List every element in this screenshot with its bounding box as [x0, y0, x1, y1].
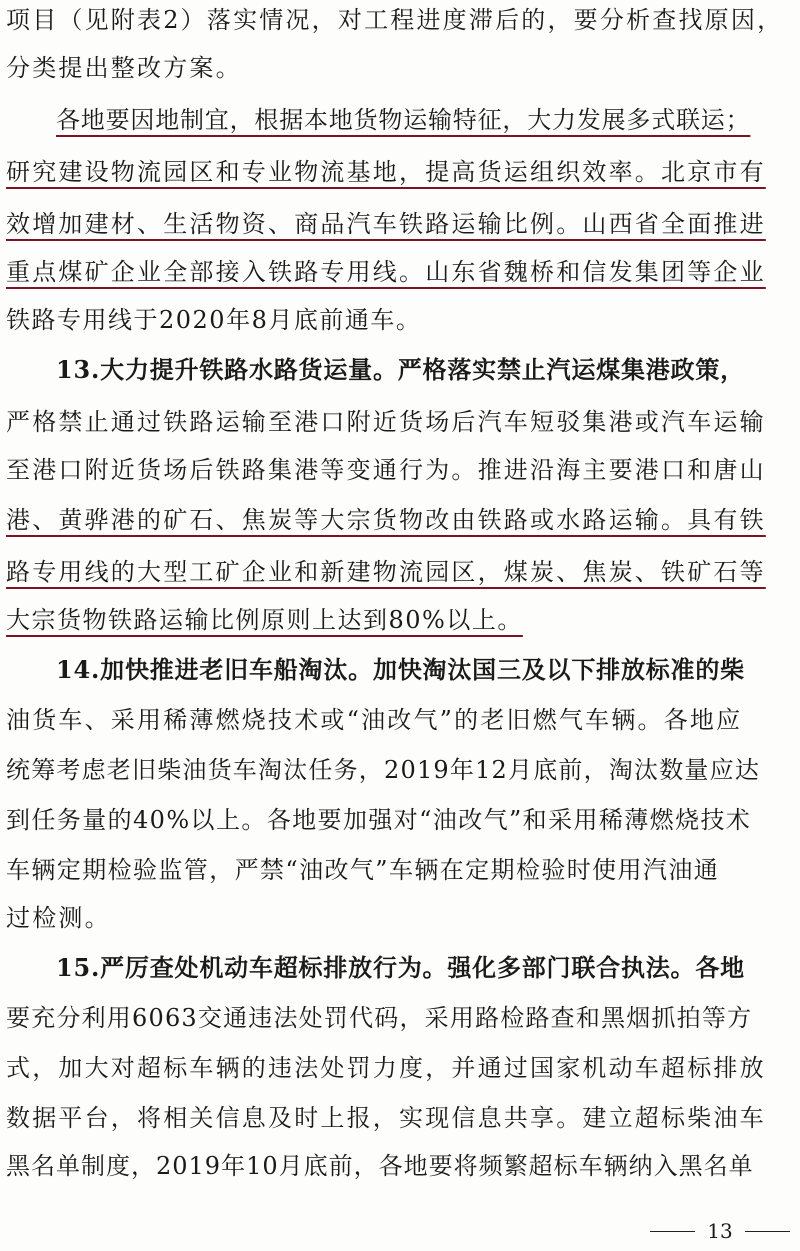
text-line: 车辆定期检验监管，严禁“油改气”车辆在定期检验时使用汽油通	[6, 856, 720, 884]
text-line: 港、黄骅港的矿石、焦炭等大宗货物改由铁路或水路运输。具有铁	[6, 506, 766, 534]
text-line: 式，加大对超标车辆的违法处罚力度，并通过国家机动车超标排放	[6, 1054, 766, 1082]
section-heading-13: 13.大力提升铁路水路货运量。严格落实禁止汽运煤集港政策，	[56, 355, 745, 384]
text-line: 大宗货物铁路运输比例原则上达到80%以上。	[6, 606, 523, 634]
section-heading-14: 14.加快推进老旧车船淘汰。加快淘汰国三及以下排放标准的柴	[56, 655, 745, 684]
text-line: 过检测。	[6, 904, 111, 932]
text-line: 到任务量的40%以上。各地要加强对“油改气”和采用稀薄燃烧技术	[6, 806, 752, 834]
text-line: 研究建设物流园区和专业物流基地，提高货运组织效率。北京市有	[6, 158, 766, 186]
text-line: 统筹考虑老旧柴油货车淘汰任务，2019年12月底前，淘汰数量应达	[6, 756, 761, 784]
page-number: 13	[707, 1219, 733, 1243]
footer-dash-left	[650, 1231, 695, 1232]
section-heading-15: 15.严厉查处机动车超标排放行为。强化多部门联合执法。各地	[56, 953, 745, 982]
text-line: 效增加建材、生活物资、商品汽车铁路运输比例。山西省全面推进	[6, 210, 766, 238]
text-line: 路专用线的大型工矿企业和新建物流园区，煤炭、焦炭、铁矿石等	[6, 558, 766, 586]
text-line: 铁路专用线于2020年8月底前通车。	[6, 306, 422, 334]
page-footer	[650, 1218, 790, 1244]
text-line: 至港口附近货场后铁路集港等变通行为。推进沿海主要港口和唐山	[6, 456, 766, 484]
text-line: 严格禁止通过铁路运输至港口附近货场后汽车短驳集港或汽车运输	[6, 408, 766, 436]
text-line: 数据平台，将相关信息及时上报，实现信息共享。建立超标柴油车	[6, 1104, 766, 1132]
text-line: 重点煤矿企业全部接入铁路专用线。山东省魏桥和信发集团等企业	[6, 258, 766, 286]
text-line: 项目（见附表2）落实情况，对工程进度滞后的，要分析查找原因，	[6, 6, 784, 34]
footer-dash-right	[745, 1231, 790, 1232]
text-line: 分类提出整改方案。	[6, 54, 242, 82]
text-line: 要充分利用6063交通违法处罚代码，采用路检路查和黑烟抓拍等方	[6, 1004, 753, 1032]
text-line: 黑名单制度，2019年10月底前，各地要将频繁超标车辆纳入黑名单	[6, 1152, 754, 1180]
text-line: 油货车、采用稀薄燃烧技术或“油改气”的老旧燃气车辆。各地应	[6, 706, 743, 734]
text-line: 各地要因地制宜，根据本地货物运输特征，大力发展多式联运；	[56, 106, 751, 134]
